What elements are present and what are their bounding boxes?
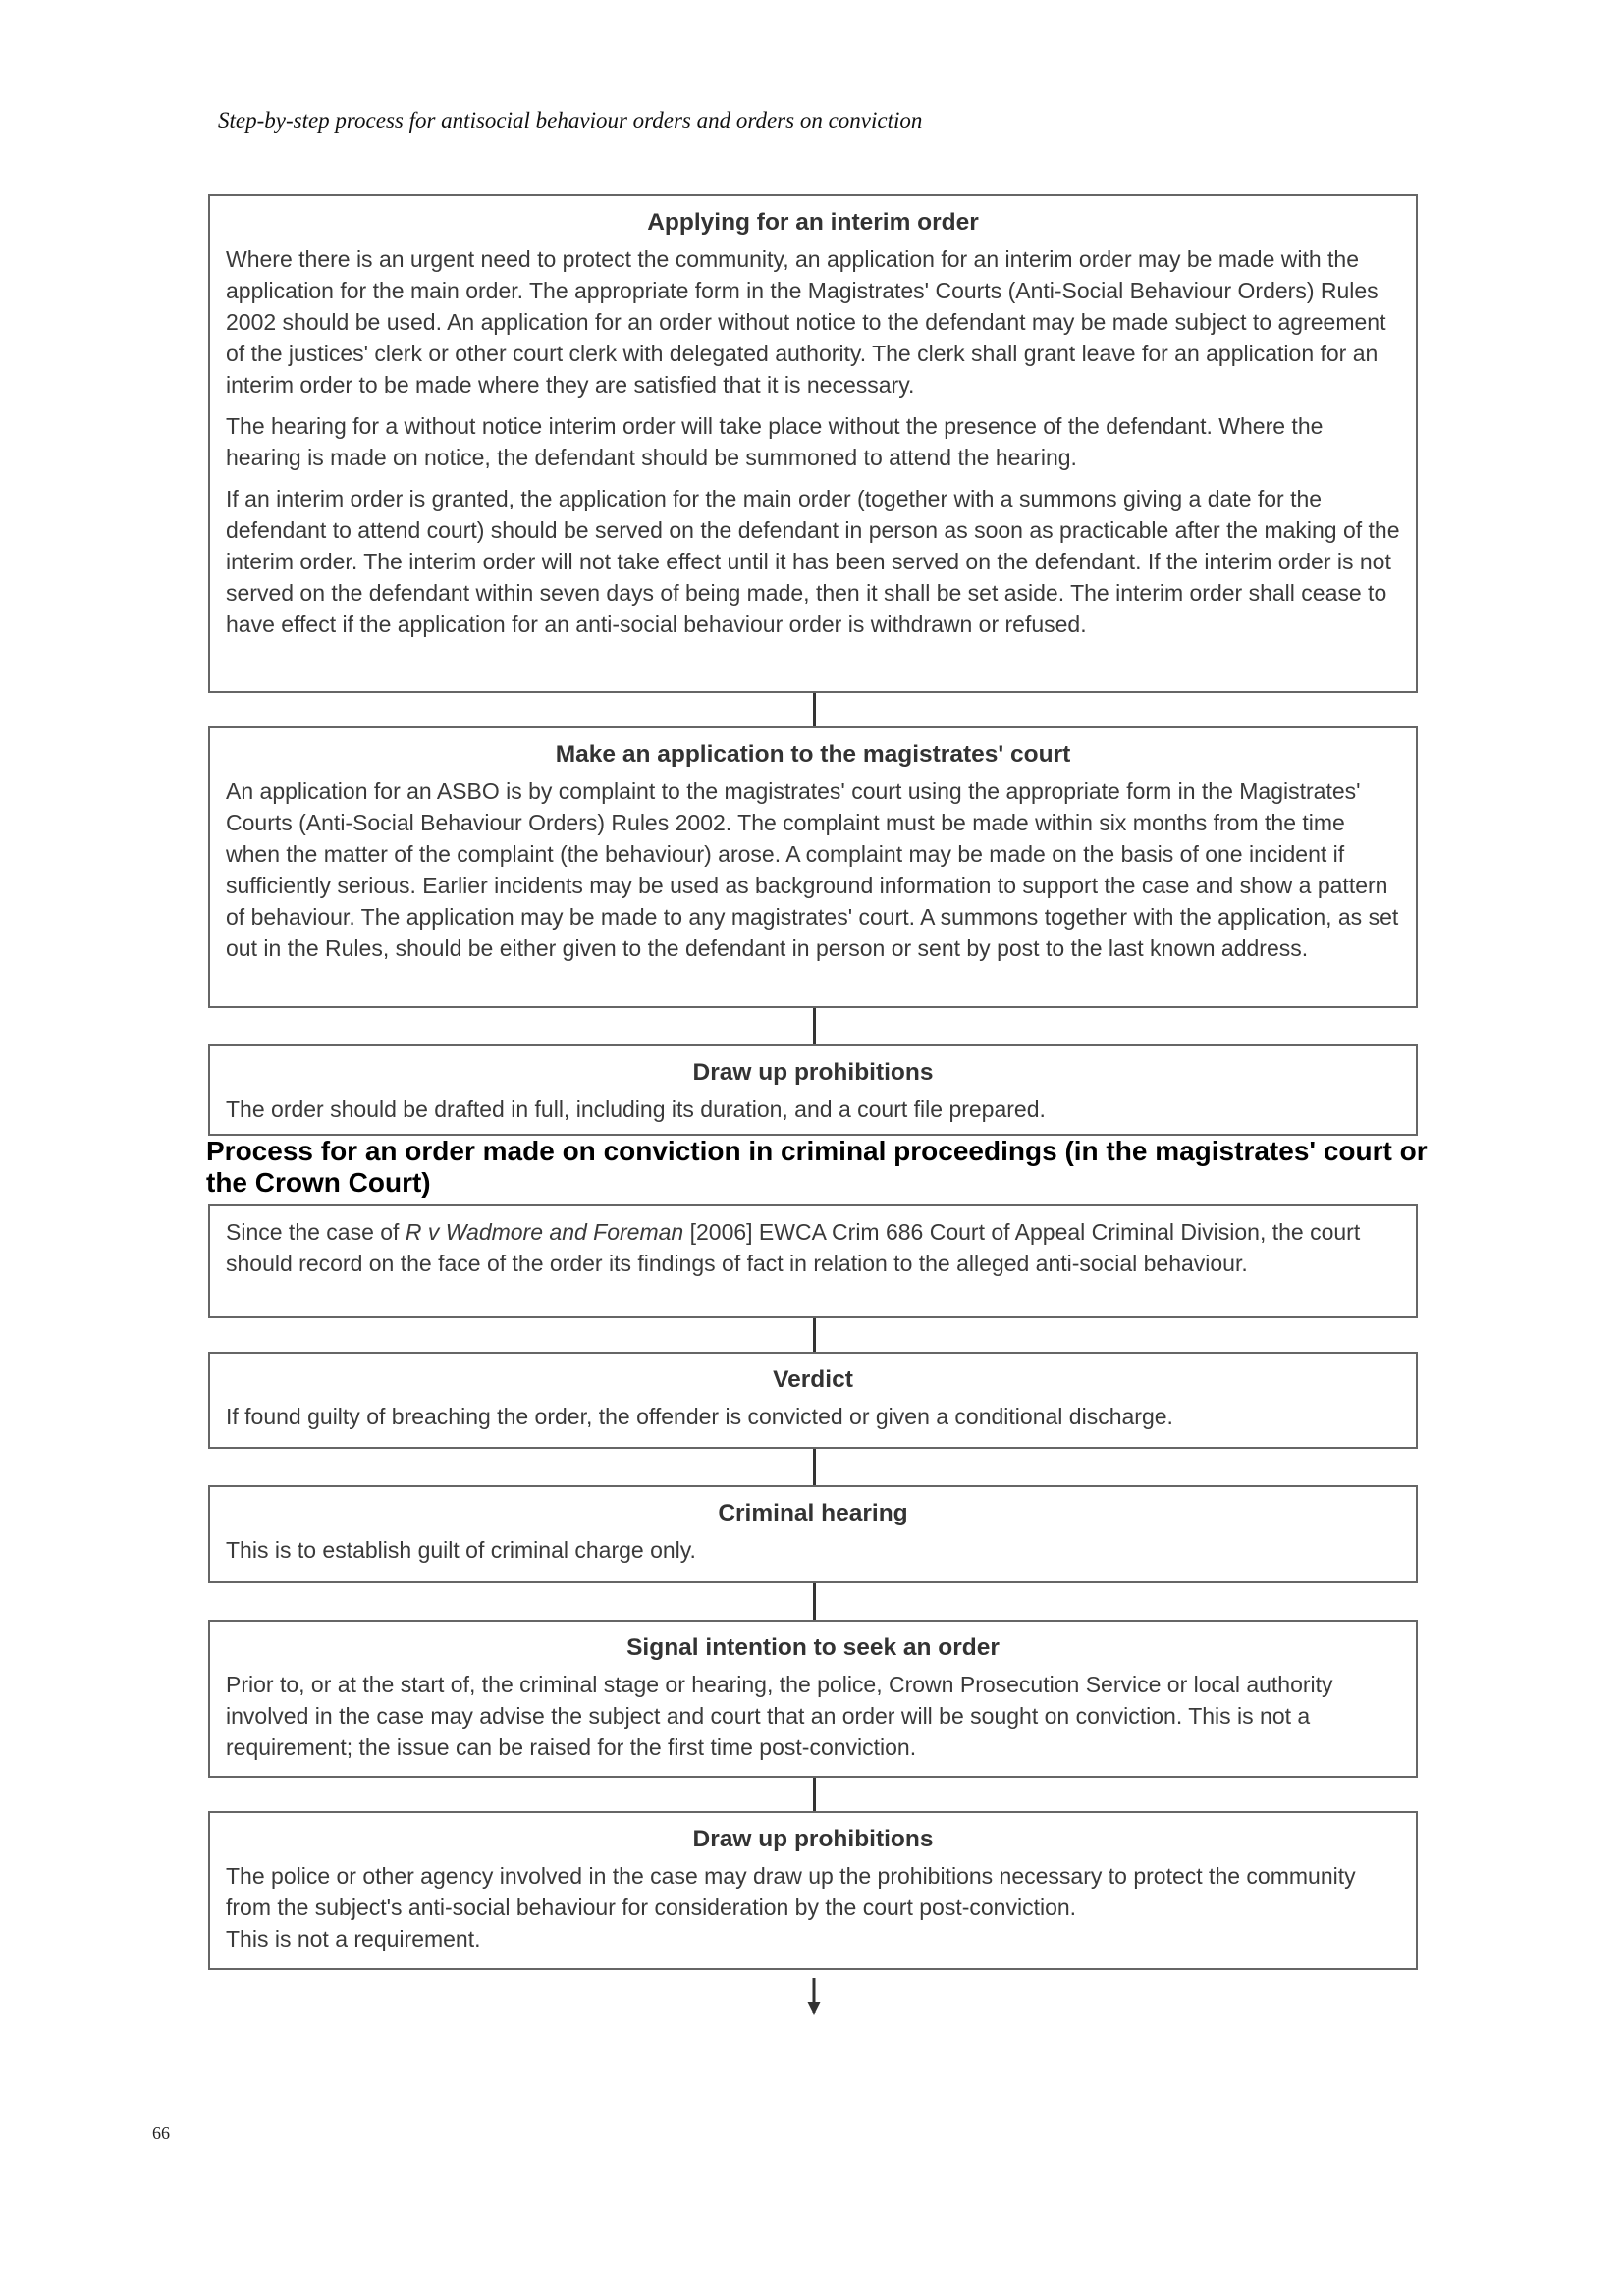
box-title: Draw up prohibitions	[692, 1826, 934, 1852]
criminal-hearing-box	[208, 1485, 1418, 1583]
wadmore-box	[208, 1204, 1418, 1318]
box-title: Applying for an interim order	[647, 209, 979, 236]
box-title: Make an application to the magistrates' court	[555, 741, 1071, 768]
box-title: Verdict	[773, 1366, 853, 1393]
application-box	[208, 726, 1418, 1008]
box-title: Signal intention to seek an order	[626, 1634, 1000, 1661]
box-paragraph	[226, 1216, 1400, 1279]
running-header: Step-by-step process for antisocial behaviour orders and orders on conviction	[218, 108, 923, 133]
box-paragraph: This is to establish guilt of criminal charge only.	[226, 1537, 696, 1563]
flow-connector	[813, 1778, 816, 1813]
flow-connector	[813, 693, 816, 728]
draw-up-prohibitions-box	[208, 1811, 1418, 1970]
section-heading: Process for an order made on conviction in criminal proceedings (in the magistrates' court or the Crown Court)	[206, 1136, 1428, 1198]
box-paragraph: If found guilty of breaching the order, the offender is convicted or given a conditional discharge.	[226, 1404, 1173, 1429]
box-paragraph: This is not a requirement.	[226, 1926, 481, 1951]
draw-up-prohibitions-box	[208, 1044, 1418, 1136]
box-paragraph: Where there is an urgent need to protect the community, an application for an interim order may be made with the application for the main order. The appropriate form in the Magistrates' Courts (Anti-Social Behaviour Orders) Rules 2002 should be used. An application for an order without notice to the defendant may be made subject to agreement of the justices' clerk or other court clerk with delegated authority. The clerk shall grant leave for an application for an interim order to be made where they are satisfied that it is necessary.	[226, 246, 1386, 398]
flow-connector	[813, 1449, 816, 1486]
box-title: Criminal hearing	[718, 1500, 908, 1526]
box-paragraph: Prior to, or at the start of, the criminal stage or hearing, the police, Crown Prosecution Service or local authority involved in the case may advise the subject and court that an order will be sought on conviction. This is not a requirement; the issue can be raised for the first time post-conviction.	[226, 1672, 1333, 1760]
box-paragraph: An application for an ASBO is by complaint to the magistrates' court using the appropriate form in the Magistrates' Courts (Anti-Social Behaviour Orders) Rules 2002. The complaint must be made within six months from the time when the matter of the complaint (the behaviour) arose. A complaint may be made on the basis of one incident if sufficiently serious. Earlier incidents may be used as background information to support the case and show a pattern of behaviour. The application may be made to any magistrates' court. A summons together with the application, as set out in the Rules, should be either given to the defendant in person or sent by post to the last known address.	[226, 778, 1399, 961]
case-name: R v Wadmore and Foreman	[405, 1219, 684, 1245]
page-number: 66	[152, 2123, 170, 2143]
paragraph-text: Since the case of	[226, 1219, 406, 1245]
box-title: Draw up prohibitions	[692, 1059, 934, 1086]
box-paragraph: The police or other agency involved in the case may draw up the prohibitions necessary to protect the community from the subject's anti-social behaviour for consideration by the court post-conviction.	[226, 1863, 1356, 1920]
paragraph-text: [2006] EWCA Crim 686 Court of Appeal Criminal Division, the court should record on the face of the order its findings of fact in relation to the alleged anti-social behaviour.	[226, 1219, 1361, 1276]
flow-connector	[813, 1318, 816, 1354]
flow-connector	[813, 1583, 816, 1621]
down-arrow-icon	[802, 1978, 826, 2017]
box-paragraph: The hearing for a without notice interim order will take place without the presence of the defendant. Where the hearing is made on notice, the defendant should be summoned to attend the hearing.	[226, 413, 1324, 470]
box-paragraph: If an interim order is granted, the application for the main order (together with a summons giving a date for the defendant to attend court) should be served on the defendant in person as soon as practicable after the making of the interim order. The interim order will not take effect until it has been served on the defendant. If the interim order is not served on the defendant within seven days of being made, then it shall be set aside. The interim order shall cease to have effect if the application for an anti-social behaviour order is withdrawn or refused.	[226, 486, 1400, 637]
flow-connector	[813, 1008, 816, 1045]
interim-order-box	[208, 194, 1418, 693]
verdict-box	[208, 1352, 1418, 1449]
box-paragraph: The order should be drafted in full, including its duration, and a court file prepared.	[226, 1096, 1046, 1122]
signal-intention-box	[208, 1620, 1418, 1778]
